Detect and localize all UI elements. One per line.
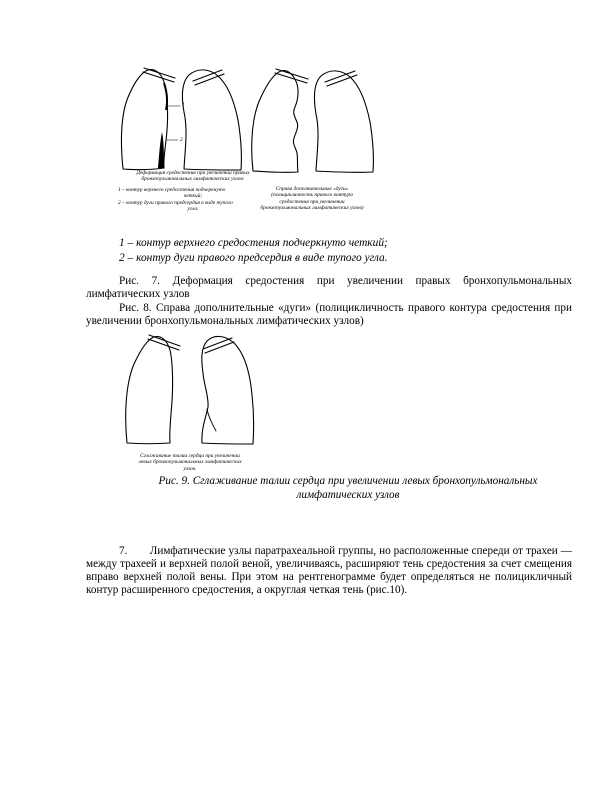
fig7-caption-line: бронхопульмональных лимфатических узлов: (141, 176, 245, 183)
fig7-marker-1: 1 (182, 102, 185, 108)
fig7-right-atrium-shape (158, 132, 164, 168)
fig8-left-lung-outline (314, 71, 373, 173)
fig8-caption-line: Справа дополнительные «дуги» (275, 186, 349, 192)
fig8-caption-line: (полицикличность правого контура (271, 192, 353, 199)
fig9-smoothed-contour (207, 409, 216, 431)
fig9-small-caption-line: узлов. (183, 465, 197, 472)
fig7-legend-1-line: четкий; (183, 193, 203, 200)
fig8-drawing-caption (244, 186, 380, 212)
caption-fig-7: Рис. 7. Деформация средостения при увеличении правых бронхопульмональных лимфатических узлов (86, 275, 572, 301)
fig7-mediastinum-contour (164, 83, 167, 110)
fig9-small-caption-line: левых бронхопульмональных лимфатических (138, 459, 242, 466)
figure-legend (119, 236, 559, 266)
figure-7-drawing (112, 60, 252, 175)
fig7-left-lung-outline (182, 70, 241, 170)
fig7-caption-line: Деформация средостения при увеличении правых (136, 170, 250, 176)
caption-fig-8: Рис. 8. Справа дополнительные «дуги» (полицикличность правого контура средостения при увеличении бронхопульмональных лимфатических узлов) (86, 302, 572, 328)
fig7-legend-2-line: угла. (187, 206, 199, 213)
legend-item-1: 1 – контур верхнего средостения подчеркнуто четкий; (119, 237, 388, 249)
fig9-drawing-caption (118, 453, 262, 472)
fig9-left-lung-outline (202, 336, 254, 444)
figure-9-drawing (118, 325, 258, 455)
legend-item-2: 2 – контур дуги правого предсердия в виде тупого угла. (119, 252, 388, 264)
fig9-small-caption-line: Сглаживание талии сердца при увеличении (140, 453, 240, 459)
caption-fig-9: Рис. 9. Сглаживание талии сердца при увеличении левых бронхопульмональных лимфатических узлов (158, 475, 538, 501)
fig7-legend-1-line: 1 – контур верхнего средостения подчеркнуто (118, 186, 226, 193)
fig7-legend-2-line: 2 – контур дуги правого предсердия в виде тупого (118, 199, 233, 206)
fig8-caption-line: средостения при увеличении (279, 198, 345, 205)
fig9-right-lung-outline (126, 337, 173, 444)
fig8-caption-line: бронхопульмональных лимфатических узлов) (260, 205, 364, 212)
figure-8-drawing (242, 60, 382, 185)
paragraph-7: 7. Лимфатические узлы паратрахеальной группы, но расположенные спереди от трахеи — между трахеей и верхней полой веной, увеличиваясь, расширяют тень средостения за счет смещения вправо верхней полой вены. При этом на рентгенограмме будет определяться не полицикличный контур расширенного средостения, а округлая четкая тень (рис.10). (86, 545, 572, 597)
fig8-right-lung-outline (252, 71, 298, 173)
fig7-marker-2: 2 (180, 137, 183, 143)
